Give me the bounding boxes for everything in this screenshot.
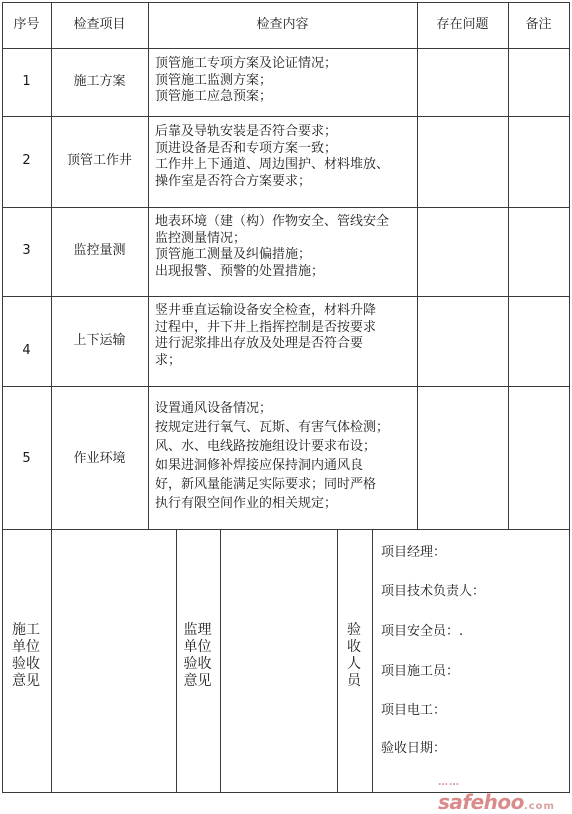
- content-line: 过程中，井下井上指挥控制是否按要求: [155, 319, 377, 335]
- rule: [2, 116, 570, 117]
- header-item: 检查项目: [73, 17, 126, 32]
- rule: [2, 386, 570, 387]
- row-content: [155, 399, 389, 513]
- row-content: [155, 56, 337, 106]
- row-item: 上下运输: [73, 333, 126, 348]
- content-line: 如果进洞修补焊接应保持洞内通风良: [155, 458, 364, 473]
- rule: [569, 2, 570, 793]
- watermark-suffix: .com: [523, 801, 555, 812]
- rule: [2, 48, 570, 49]
- content-line: 顶管施工应急预案；: [155, 89, 273, 104]
- signature-safety-officer: 项目安全员：.: [381, 624, 464, 639]
- content-line: 执行有限空间作业的相关规定；: [155, 496, 338, 511]
- row-number: 5: [22, 451, 31, 466]
- row-number: 3: [22, 243, 31, 258]
- signature-construction-officer: 项目施工员：: [381, 664, 460, 679]
- header-seq: 序号: [13, 17, 40, 32]
- content-line: 按规定进行氧气、瓦斯、有害气体检测；: [155, 420, 390, 435]
- signature-project-manager: 项目经理：: [381, 545, 447, 560]
- content-line: 进行泥浆排出存放及处理是否符合要: [155, 336, 364, 351]
- watermark-text: safehoo: [438, 790, 524, 814]
- acceptance-staff-label: 验收人员: [347, 622, 361, 689]
- content-line: 设置通风设备情况；: [155, 401, 273, 416]
- content-line: 监控测量情况；: [155, 230, 247, 246]
- row-item: 施工方案: [73, 74, 126, 89]
- content-line: 好，新风量能满足实际要求；同时严格: [155, 477, 377, 492]
- rule: [2, 2, 3, 793]
- content-line: 求；: [155, 352, 182, 368]
- row-item: 作业环境: [73, 451, 126, 466]
- signature-electrician: 项目电工：: [381, 703, 447, 718]
- content-line: 出现报警、预警的处置措施；: [155, 263, 325, 279]
- rule: [2, 2, 570, 3]
- signature-acceptance-date: 验收日期：: [381, 741, 447, 756]
- content-line: 竖井垂直运输设备安全检查，材料升降: [155, 303, 377, 318]
- rule: [2, 529, 570, 530]
- row-number: 1: [22, 74, 31, 89]
- row-item: 监控量测: [73, 243, 126, 258]
- supervision-unit-label: 监理单位验收意见: [183, 622, 212, 689]
- content-line: 后靠及导轨安装是否符合要求；: [155, 124, 338, 139]
- header-issues: 存在问题: [436, 17, 489, 32]
- content-line: 顶管施工专项方案及论证情况；: [155, 56, 338, 71]
- row-item: 顶管工作井: [66, 153, 132, 168]
- rule: [2, 207, 570, 208]
- row-content: [155, 214, 389, 280]
- row-content: [155, 124, 389, 190]
- rule: [176, 529, 177, 793]
- row-number: 4: [22, 343, 31, 358]
- content-line: 地表环境（建（构）作物安全、管线安全: [155, 214, 390, 229]
- row-content: [155, 303, 376, 369]
- rule: [220, 529, 221, 793]
- rule: [51, 529, 52, 793]
- rule: [148, 2, 149, 530]
- content-line: 操作室是否符合方案要求；: [155, 173, 312, 189]
- site-watermark: [438, 766, 572, 814]
- content-line: 顶管施工测量及纠偏措施；: [155, 247, 312, 262]
- construction-unit-label: 施工单位验收意见: [12, 622, 40, 689]
- content-line: 顶进设备是否和专项方案一致；: [155, 140, 338, 156]
- signature-technical-lead: 项目技术负责人：: [381, 584, 486, 599]
- content-line: 顶管施工监测方案；: [155, 72, 273, 88]
- rule: [2, 296, 570, 297]
- rule: [417, 2, 418, 530]
- content-line: 工作井上下通道、周边围护、材料堆放、: [155, 157, 390, 172]
- header-content: 检查内容: [256, 17, 309, 32]
- content-line: 风、水、电线路按施组设计要求布设；: [155, 439, 377, 454]
- rule: [337, 529, 338, 793]
- row-number: 2: [22, 153, 31, 168]
- rule: [372, 529, 373, 793]
- watermark-dots: ……: [438, 777, 460, 788]
- rule: [508, 2, 509, 530]
- header-remarks: 备注: [525, 17, 552, 32]
